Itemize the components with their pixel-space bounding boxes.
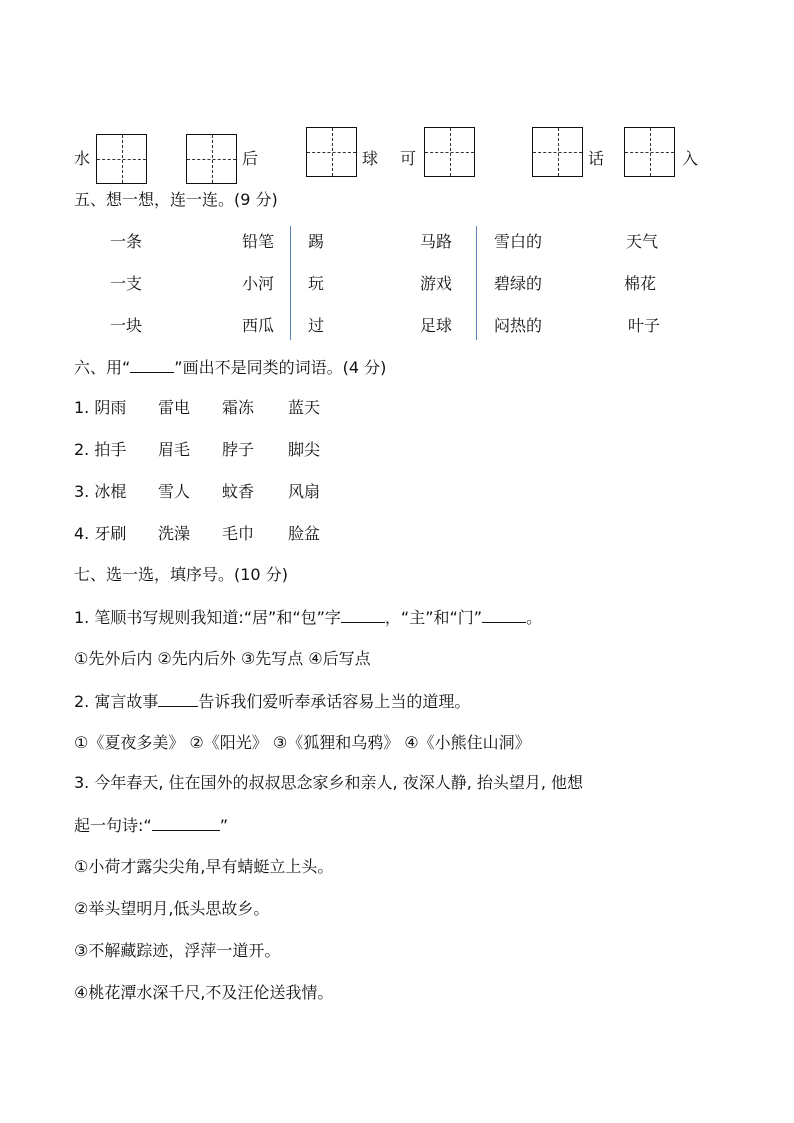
match-item[interactable]: 小河 (242, 274, 275, 293)
answer-blank[interactable] (341, 606, 385, 623)
tianzi-char: 话 (588, 149, 605, 168)
tianzige-box[interactable] (424, 127, 475, 177)
underline-sample (130, 356, 174, 373)
match-item[interactable]: 马路 (420, 232, 453, 251)
match-item[interactable]: 过 (308, 316, 325, 335)
match-item[interactable]: 碧绿的 (494, 274, 543, 293)
answer-blank[interactable] (158, 690, 198, 707)
word-item[interactable]: 脸盆 (288, 524, 321, 543)
question-3-option: ②举头望明月,低头思故乡。 (74, 899, 270, 918)
word-item[interactable]: 风扇 (288, 482, 321, 501)
tianzi-char: 入 (682, 149, 699, 168)
question-1-text: 1. 笔顺书写规则我知道:“居”和“包”字 (74, 608, 341, 627)
word-item[interactable]: 雪人 (158, 482, 191, 501)
question-3-text: 起一句诗:“ (74, 816, 152, 835)
question-3-option: ④桃花潭水深千尺,不及汪伦送我情。 (74, 983, 334, 1002)
section5-title: 五、想一想，连一连。(9 分) (74, 190, 278, 209)
section6-title (74, 356, 386, 379)
tianzi-char: 可 (400, 149, 417, 168)
question-1-text: 。 (526, 608, 543, 627)
match-item[interactable]: 游戏 (420, 274, 453, 293)
tianzi-char: 水 (74, 149, 91, 168)
word-item[interactable]: 雷电 (158, 398, 191, 417)
section6-title-pre: 六、用“ (74, 358, 131, 377)
question-3-line1: 3. 今年春天, 住在国外的叔叔思念家乡和亲人, 夜深人静, 抬头望月, 他想 (74, 773, 584, 792)
match-item[interactable]: 玩 (308, 274, 325, 293)
match-item[interactable]: 一条 (110, 232, 143, 251)
section7-title: 七、选一选，填序号。(10 分) (74, 565, 288, 584)
word-item[interactable]: 3. 冰棍 (74, 482, 127, 501)
word-item[interactable]: 1. 阴雨 (74, 398, 127, 417)
match-item[interactable]: 西瓜 (242, 316, 275, 335)
match-item[interactable]: 铅笔 (242, 232, 275, 251)
word-item[interactable]: 2. 拍手 (74, 440, 127, 459)
question-1-text: ，“主”和“门” (384, 608, 483, 627)
tianzige-box[interactable] (186, 134, 237, 184)
question-2 (74, 690, 470, 713)
word-item[interactable]: 洗澡 (158, 524, 191, 543)
word-item[interactable]: 脚尖 (288, 440, 321, 459)
word-item[interactable]: 毛巾 (222, 524, 255, 543)
match-item[interactable]: 一块 (110, 316, 143, 335)
match-item[interactable]: 雪白的 (494, 232, 543, 251)
question-3-option: ①小荷才露尖尖角,早有蜻蜓立上头。 (74, 857, 334, 876)
answer-blank[interactable] (152, 814, 220, 831)
match-item[interactable]: 一支 (110, 274, 143, 293)
question-2-options: ①《夏夜多美》 ②《阳光》 ③《狐狸和乌鸦》 ④《小熊住山洞》 (74, 733, 531, 752)
answer-blank[interactable] (482, 606, 526, 623)
word-item[interactable]: 4. 牙刷 (74, 524, 127, 543)
word-item[interactable]: 蚊香 (222, 482, 255, 501)
question-3-option: ③不解藏踪迹，浮萍一道开。 (74, 941, 281, 960)
question-2-text: 2. 寓言故事 (74, 692, 159, 711)
question-1 (74, 606, 542, 629)
tianzige-box[interactable] (624, 127, 675, 177)
column-divider (290, 226, 291, 340)
tianzi-char: 后 (242, 149, 259, 168)
section6-title-post: ”画出不是同类的词语。(4 分) (174, 358, 387, 377)
question-1-options: ①先外后内 ②先内后外 ③先写点 ④后写点 (74, 649, 371, 668)
word-item[interactable]: 眉毛 (158, 440, 191, 459)
column-divider (476, 226, 477, 340)
match-item[interactable]: 足球 (420, 316, 453, 335)
tianzige-box[interactable] (96, 134, 147, 184)
word-item[interactable]: 蓝天 (288, 398, 321, 417)
match-item[interactable]: 踢 (308, 232, 325, 251)
question-3-text: ” (219, 816, 228, 835)
tianzige-box[interactable] (306, 127, 357, 177)
question-3-line2 (74, 814, 228, 837)
question-2-text: 告诉我们爱听奉承话容易上当的道理。 (198, 692, 471, 711)
match-item[interactable]: 棉花 (624, 274, 657, 293)
word-item[interactable]: 脖子 (222, 440, 255, 459)
word-item[interactable]: 霜冻 (222, 398, 255, 417)
tianzi-char: 球 (362, 149, 379, 168)
match-item[interactable]: 天气 (626, 232, 659, 251)
match-item[interactable]: 闷热的 (494, 316, 543, 335)
match-item[interactable]: 叶子 (628, 316, 661, 335)
tianzige-box[interactable] (532, 127, 583, 177)
